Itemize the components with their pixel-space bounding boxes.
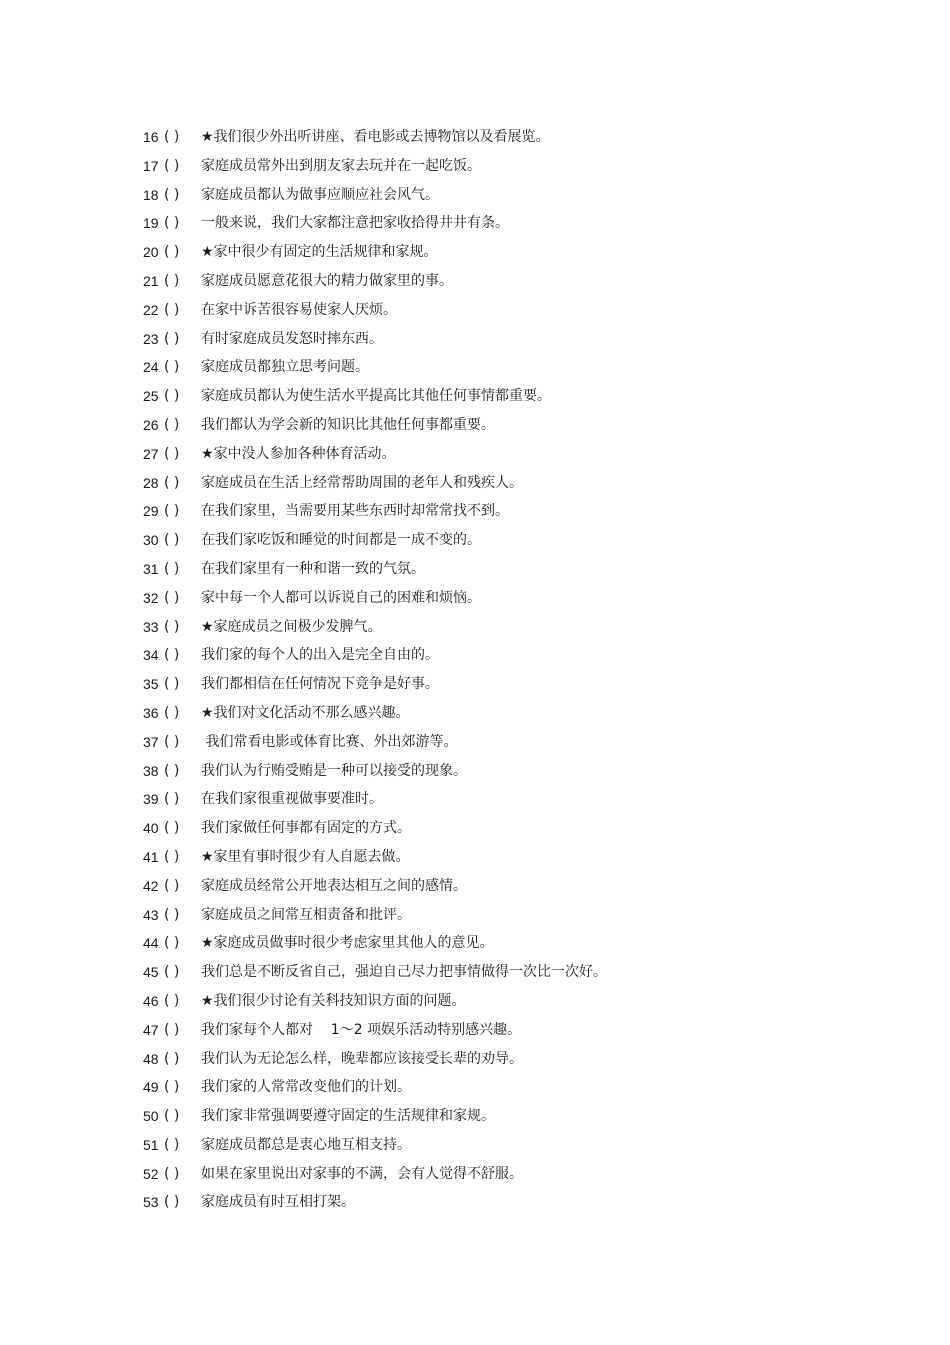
- item-number: 29: [143, 503, 159, 520]
- item-statement: 在我们家里，当需要用某些东西时却常常找不到。: [201, 503, 509, 520]
- questionnaire-item: [143, 555, 903, 584]
- item-number: 40: [143, 820, 159, 837]
- answer-blank: ( ): [164, 359, 180, 376]
- questionnaire-item: [143, 296, 903, 325]
- item-number: 27: [143, 445, 159, 462]
- item-number: 43: [143, 906, 159, 923]
- questionnaire-item: [143, 814, 903, 843]
- item-number: 44: [143, 935, 159, 952]
- questionnaire-item: [143, 1102, 903, 1131]
- item-statement: 家庭成员都独立思考问题。: [201, 359, 369, 376]
- questionnaire-item: [143, 728, 903, 757]
- item-number: 28: [143, 474, 159, 491]
- item-statement: 有时家庭成员发怒时摔东西。: [201, 330, 383, 347]
- item-statement: 我们认为行贿受贿是一种可以接受的现象。: [201, 762, 467, 779]
- questionnaire-item: [143, 1045, 903, 1074]
- item-number: 46: [143, 992, 159, 1009]
- item-number: 45: [143, 964, 159, 981]
- item-number: 49: [143, 1079, 159, 1096]
- questionnaire-item: [143, 1073, 903, 1102]
- item-number: 26: [143, 416, 159, 433]
- questionnaire-item: [143, 440, 903, 469]
- item-statement: ★家里有事时很少有人自愿去做。: [201, 848, 410, 865]
- questionnaire-item: [143, 699, 903, 728]
- answer-blank: ( ): [164, 445, 180, 462]
- item-number: 17: [143, 157, 159, 174]
- item-number: 24: [143, 359, 159, 376]
- answer-blank: ( ): [164, 388, 180, 405]
- answer-blank: ( ): [164, 129, 180, 145]
- questionnaire-item: [143, 325, 903, 354]
- questionnaire-item: [143, 872, 903, 901]
- item-statement: 我们家做任何事都有固定的方式。: [201, 820, 411, 837]
- item-number: 47: [143, 1021, 159, 1038]
- item-number: 50: [143, 1108, 159, 1125]
- item-number: 53: [143, 1194, 159, 1211]
- item-number: 34: [143, 647, 159, 664]
- item-statement: 家庭成员经常公开地表达相互之间的感情。: [201, 877, 467, 894]
- item-number: 21: [143, 272, 159, 289]
- answer-blank: ( ): [164, 733, 180, 750]
- item-number: 18: [143, 186, 159, 203]
- answer-blank: ( ): [164, 474, 180, 491]
- item-statement: 家庭成员都认为做事应顺应社会风气。: [201, 186, 439, 203]
- answer-blank: ( ): [164, 272, 180, 289]
- questionnaire-item: [143, 497, 903, 526]
- item-number: 37: [143, 733, 159, 750]
- answer-blank: ( ): [164, 935, 180, 952]
- questionnaire-item: [143, 613, 903, 642]
- item-statement: 在家中诉苦很容易使家人厌烦。: [201, 301, 397, 318]
- item-statement: ★家庭成员做事时很少考虑家里其他人的意见。: [201, 935, 494, 952]
- answer-blank: ( ): [164, 532, 180, 549]
- answer-blank: ( ): [164, 1194, 180, 1211]
- item-statement: 我们家每个人都对 1～2 项娱乐活动特别感兴趣。: [201, 1021, 522, 1038]
- answer-blank: ( ): [164, 848, 180, 865]
- item-statement: ★家中很少有固定的生活规律和家规。: [201, 244, 438, 261]
- answer-blank: ( ): [164, 503, 180, 520]
- item-statement: ★家中没人参加各种体育活动。: [201, 445, 396, 462]
- questionnaire-item: [143, 757, 903, 786]
- answer-blank: ( ): [164, 244, 180, 261]
- answer-blank: ( ): [164, 964, 180, 981]
- item-statement: ★我们很少外出听讲座、看电影或去博物馆以及看展览。: [201, 129, 550, 145]
- item-statement: 家庭成员在生活上经常帮助周围的老年人和残疾人。: [201, 474, 523, 491]
- questionnaire-item: [143, 209, 903, 238]
- item-statement: 家中每一个人都可以诉说自己的困难和烦恼。: [201, 589, 481, 606]
- item-number: 23: [143, 330, 159, 347]
- questionnaire-item-list: [143, 123, 903, 1217]
- answer-blank: ( ): [164, 1108, 180, 1125]
- questionnaire-item: [143, 1016, 903, 1045]
- item-number: 30: [143, 532, 159, 549]
- item-statement: 在我们家很重视做事要准时。: [201, 791, 383, 808]
- item-statement: ★我们对文化活动不那么感兴趣。: [201, 704, 410, 721]
- answer-blank: ( ): [164, 618, 180, 635]
- answer-blank: ( ): [164, 791, 180, 808]
- questionnaire-item: [143, 785, 903, 814]
- answer-blank: ( ): [164, 301, 180, 318]
- answer-blank: ( ): [164, 186, 180, 203]
- questionnaire-item: [143, 987, 903, 1016]
- questionnaire-item: [143, 929, 903, 958]
- answer-blank: ( ): [164, 676, 180, 693]
- item-number: 25: [143, 388, 159, 405]
- answer-blank: ( ): [164, 762, 180, 779]
- questionnaire-item: [143, 181, 903, 210]
- item-statement: 我们家的每个人的出入是完全自由的。: [201, 647, 439, 664]
- questionnaire-item: [143, 584, 903, 613]
- item-number: 32: [143, 589, 159, 606]
- answer-blank: ( ): [164, 416, 180, 433]
- answer-blank: ( ): [164, 560, 180, 577]
- item-statement: 在我们家里有一种和谐一致的气氛。: [201, 560, 425, 577]
- item-number: 38: [143, 762, 159, 779]
- item-statement: 我们都相信在任何情况下竞争是好事。: [201, 676, 439, 693]
- item-number: 20: [143, 244, 159, 261]
- questionnaire-item: [143, 469, 903, 498]
- questionnaire-item: [143, 353, 903, 382]
- questionnaire-item: [143, 670, 903, 699]
- item-number: 35: [143, 676, 159, 693]
- answer-blank: ( ): [164, 1050, 180, 1067]
- questionnaire-item: [143, 382, 903, 411]
- item-statement: 如果在家里说出对家事的不满，会有人觉得不舒服。: [201, 1165, 523, 1182]
- item-number: 22: [143, 301, 159, 318]
- item-number: 16: [143, 129, 159, 145]
- questionnaire-item: [143, 526, 903, 555]
- questionnaire-item: [143, 411, 903, 440]
- item-statement: 一般来说，我们大家都注意把家收拾得井井有条。: [201, 215, 509, 232]
- answer-blank: ( ): [164, 906, 180, 923]
- answer-blank: ( ): [164, 1079, 180, 1096]
- item-number: 33: [143, 618, 159, 635]
- questionnaire-item: [143, 843, 903, 872]
- item-statement: 家庭成员愿意花很大的精力做家里的事。: [201, 272, 453, 289]
- item-number: 41: [143, 848, 159, 865]
- answer-blank: ( ): [164, 589, 180, 606]
- item-statement: 家庭成员都认为使生活水平提高比其他任何事情都重要。: [201, 388, 551, 405]
- item-statement: 我们家非常强调要遵守固定的生活规律和家规。: [201, 1108, 495, 1125]
- answer-blank: ( ): [164, 1021, 180, 1038]
- item-number: 36: [143, 704, 159, 721]
- answer-blank: ( ): [164, 877, 180, 894]
- answer-blank: ( ): [164, 704, 180, 721]
- questionnaire-item: [143, 123, 903, 152]
- item-number: 51: [143, 1136, 159, 1153]
- item-statement: ★我们很少讨论有关科技知识方面的问题。: [201, 992, 466, 1009]
- item-statement: 家庭成员常外出到朋友家去玩并在一起吃饭。: [201, 157, 481, 174]
- item-statement: 我们都认为学会新的知识比其他任何事都重要。: [201, 416, 495, 433]
- item-number: 52: [143, 1165, 159, 1182]
- item-statement: 家庭成员有时互相打架。: [201, 1194, 355, 1211]
- item-statement: ★家庭成员之间极少发脾气。: [201, 618, 382, 635]
- item-number: 19: [143, 215, 159, 232]
- answer-blank: ( ): [164, 1165, 180, 1182]
- questionnaire-item: [143, 641, 903, 670]
- questionnaire-item: [143, 267, 903, 296]
- questionnaire-item: [143, 238, 903, 267]
- item-statement: 家庭成员都总是衷心地互相支持。: [201, 1136, 411, 1153]
- questionnaire-item: [143, 901, 903, 930]
- item-number: 42: [143, 877, 159, 894]
- item-statement: 我们总是不断反省自己，强迫自己尽力把事情做得一次比一次好。: [201, 964, 607, 981]
- answer-blank: ( ): [164, 820, 180, 837]
- item-statement: 家庭成员之间常互相责备和批评。: [201, 906, 411, 923]
- answer-blank: ( ): [164, 1136, 180, 1153]
- answer-blank: ( ): [164, 647, 180, 664]
- questionnaire-item: [143, 1131, 903, 1160]
- item-statement: 在我们家吃饭和睡觉的时间都是一成不变的。: [201, 532, 481, 549]
- item-statement: 我们常看电影或体育比赛、外出郊游等。: [201, 733, 458, 750]
- item-number: 48: [143, 1050, 159, 1067]
- item-statement: 我们家的人常常改变他们的计划。: [201, 1079, 411, 1096]
- questionnaire-item: [143, 958, 903, 987]
- questionnaire-item: [143, 1160, 903, 1189]
- item-number: 39: [143, 791, 159, 808]
- questionnaire-item: [143, 152, 903, 181]
- answer-blank: ( ): [164, 330, 180, 347]
- answer-blank: ( ): [164, 215, 180, 232]
- item-number: 31: [143, 560, 159, 577]
- questionnaire-item: [143, 1188, 903, 1217]
- answer-blank: ( ): [164, 992, 180, 1009]
- item-statement: 我们认为无论怎么样，晚辈都应该接受长辈的劝导。: [201, 1050, 523, 1067]
- answer-blank: ( ): [164, 157, 180, 174]
